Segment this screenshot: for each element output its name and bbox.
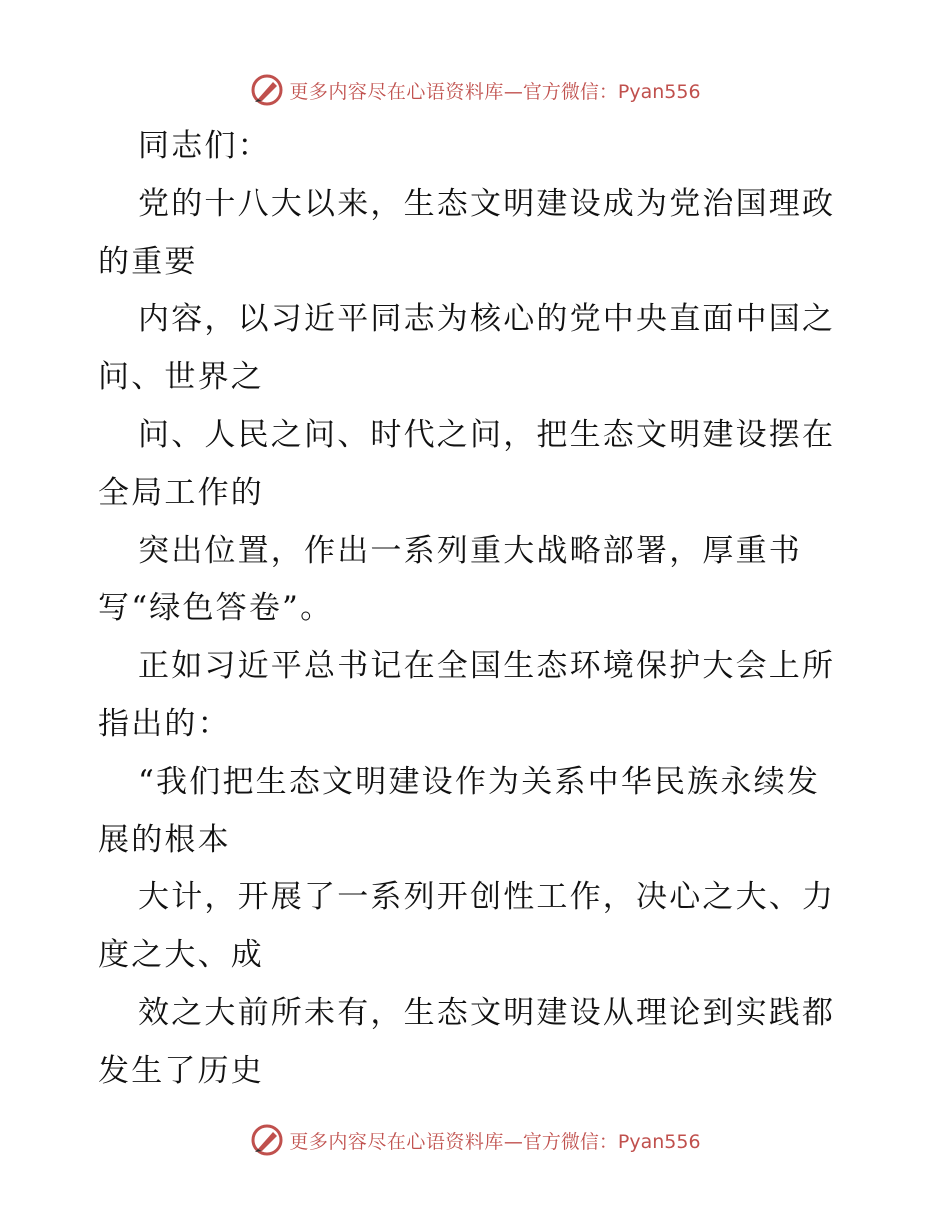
text-line: 问、人民之问、时代之问，把生态文明建设摆在: [138, 416, 836, 453]
text-line: 度之大、成: [98, 937, 264, 974]
text-line: 效之大前所未有，生态文明建设从理论到实践都: [138, 994, 836, 1031]
text-line: 问、世界之: [98, 359, 264, 396]
text-line: 指出的：: [98, 705, 231, 742]
text-line: 写“绿色答卷”。: [98, 590, 334, 627]
text-line: 同志们：: [138, 128, 271, 164]
watermark-wechat-text: —官方微信：Pyan556: [503, 80, 701, 103]
text-line: 内容，以习近平同志为核心的党中央直面中国之: [138, 301, 836, 338]
pen-logo-icon: [249, 1122, 285, 1158]
text-line: 发生了历史: [98, 1052, 264, 1089]
document-body: [98, 118, 858, 1101]
text-line: 正如习近平总书记在全国生态环境保护大会上所: [138, 648, 836, 685]
watermark-main-text: 更多内容尽在心语资料库: [289, 1130, 504, 1153]
watermark-wechat-text: —官方微信：Pyan556: [503, 1130, 701, 1153]
watermark-header: [0, 70, 950, 110]
text-line: 党的十八大以来，生态文明建设成为党治国理政: [138, 185, 836, 222]
pen-logo-icon: [249, 72, 285, 108]
text-line: 全局工作的: [98, 474, 264, 511]
text-line: 展的根本: [98, 821, 231, 858]
text-line: 突出位置，作出一系列重大战略部署，厚重书: [138, 532, 802, 569]
text-line: “我们把生态文明建设作为关系中华民族永续发: [138, 763, 821, 800]
watermark-main-text: 更多内容尽在心语资料库: [289, 80, 504, 103]
watermark-footer: [0, 1120, 950, 1160]
text-line: 大计，开展了一系列开创性工作，决心之大、力: [138, 879, 836, 916]
text-line: 的重要: [98, 243, 198, 280]
